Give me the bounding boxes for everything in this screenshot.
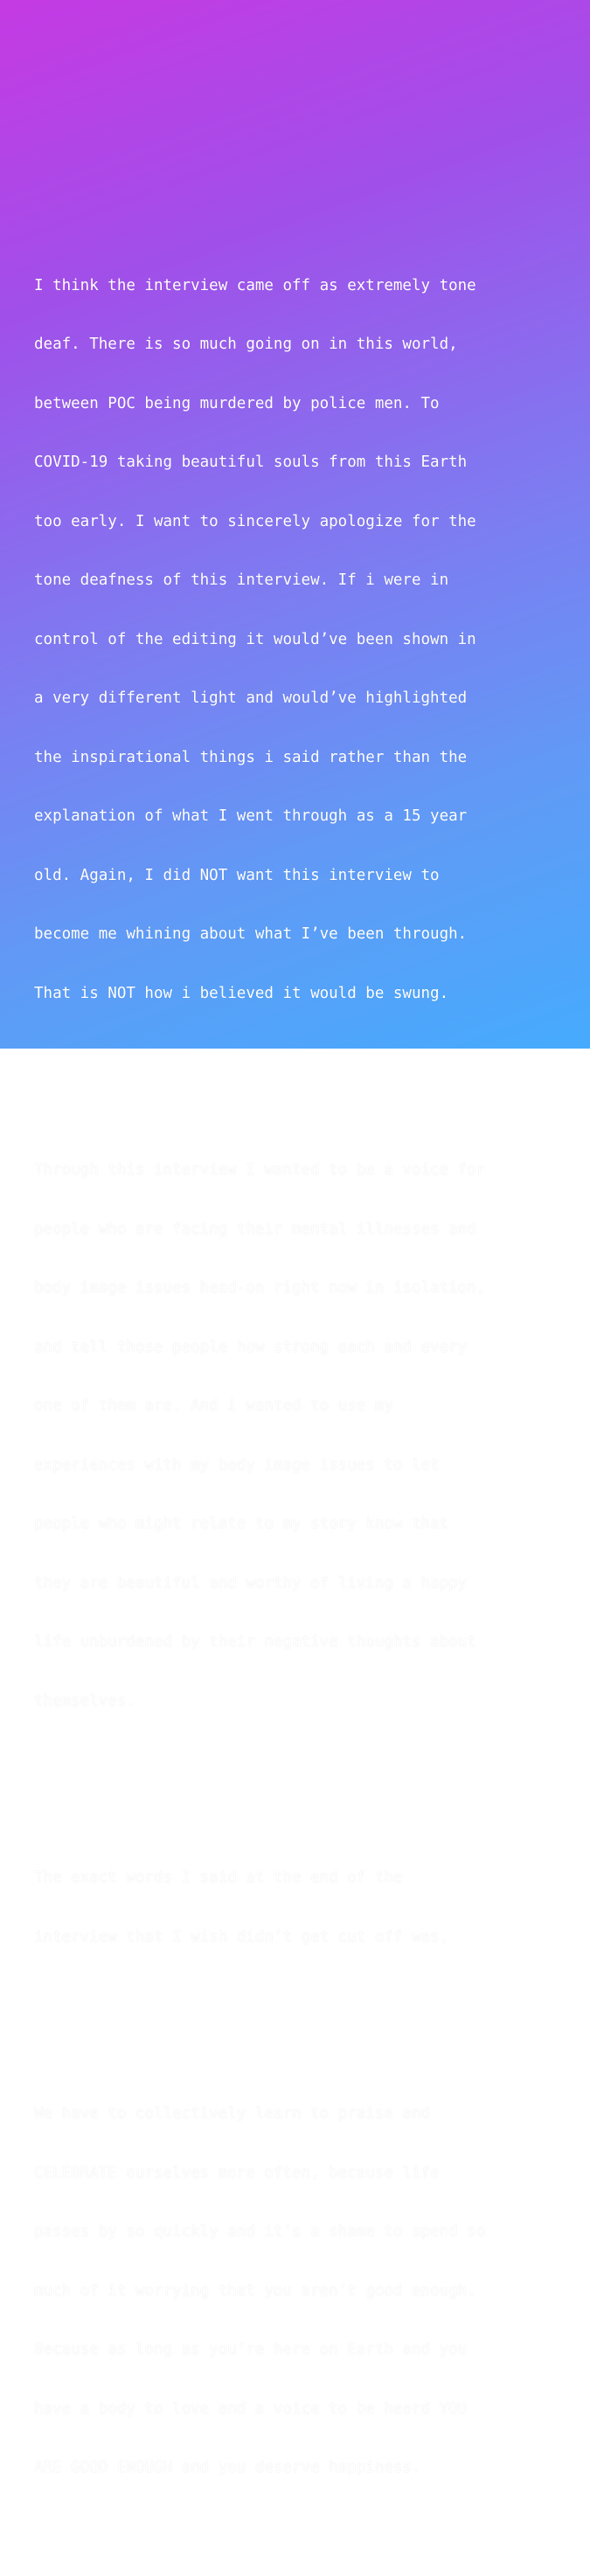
text-line: control of the editing it would’ve been shown in [34, 630, 476, 648]
text-line: body image issues head-on right now in isolation, [34, 1279, 486, 1297]
text-line: the inspirational things i said rather than the [34, 748, 468, 766]
text-line: passes by so quickly and it’s a shame to spend so [34, 2223, 486, 2240]
text-line: people who are facing their mental illnesses and [34, 1220, 476, 1238]
text-line: tone deafness of this interview. If i were in [34, 571, 449, 589]
text-line: explanation of what I went through as a 15 year [34, 807, 468, 825]
text-line: ARE GOOD ENOUGH and you deserve happiness. [34, 2459, 421, 2476]
text-line: one of them are. And i wanted to use my [34, 1397, 393, 1415]
text-line: they are beautiful and worthy of living a happy [34, 1574, 468, 1592]
text-line: have a body to love and a voice to be heard YOU [34, 2399, 468, 2418]
text-line: become me whining about what I’ve been through. [34, 925, 468, 943]
text-line: We have to collectively learn to praise and [34, 2105, 431, 2122]
text-line: people who might relate to my story know that [34, 1515, 449, 1533]
text-line: That is NOT how i believed it would be swung. [34, 984, 449, 1002]
text-line: a very different light and would’ve highlighted [34, 689, 468, 707]
story-text-block [34, 177, 567, 2576]
text-line: The exact words I said at the end of the [34, 1869, 403, 1887]
text-line: and tell those people how strong each and every [34, 1338, 468, 1356]
text-line: Because as long as you’re here on Earth and you [34, 2341, 468, 2358]
text-line: Through this interview I wanted to be a voice for [34, 1161, 486, 1179]
text-line: too early. I want to sincerely apologize for the [34, 512, 476, 530]
text-line: I think the interview came off as extremely tone [34, 276, 476, 294]
paragraph-quote [34, 2065, 567, 2517]
text-line: interview that I wish didn’t get cut off was, [34, 1928, 449, 1946]
paragraph-exact-words [34, 1829, 567, 1986]
paragraph-intent [34, 1121, 567, 1750]
text-line: life unburdened by their negative thoughts about [34, 1633, 476, 1651]
text-line: experiences with my body image issues to let [34, 1456, 440, 1474]
paragraph-apology [34, 237, 567, 1043]
text-line: much of it worrying that you aren’t good enough. [34, 2282, 476, 2300]
text-line: between POC being murdered by police men. To [34, 394, 440, 412]
text-line: COVID-19 taking beautiful souls from this Earth [34, 454, 468, 471]
text-line: CELEBRATE ourselves more often, because life [34, 2164, 440, 2182]
text-line: deaf. There is so much going on in this world, [34, 336, 458, 353]
text-line: old. Again, I did NOT want this interview to [34, 866, 440, 884]
text-line: themselves. [34, 1692, 135, 1710]
